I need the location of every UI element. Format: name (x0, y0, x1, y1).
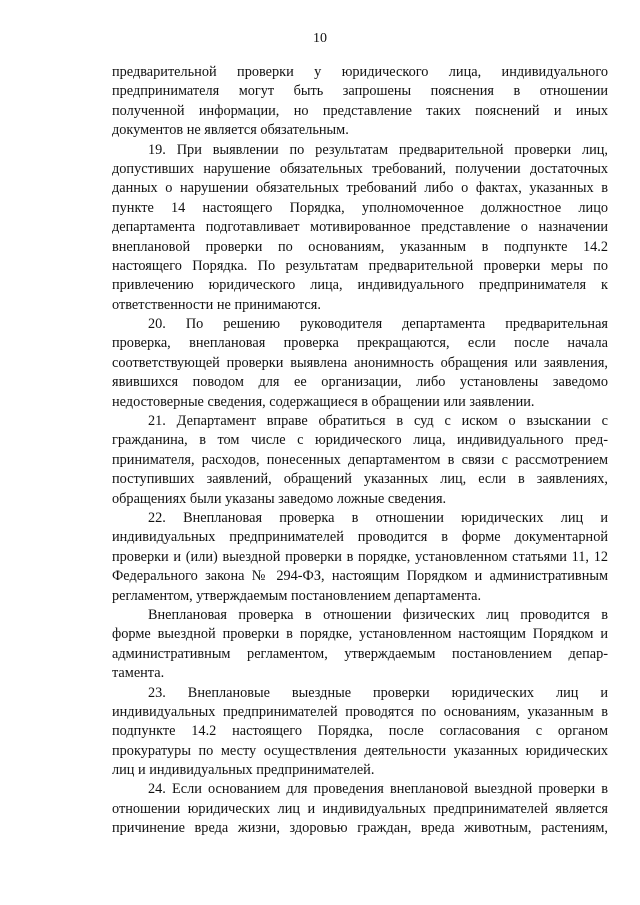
text-line: отношении юридических лиц и индивидуальных предпринимателей является (112, 800, 608, 817)
text-line: тамента. (112, 665, 165, 682)
text-line: ответственности не принимаются. (112, 296, 321, 313)
paragraph-cont (112, 63, 608, 141)
text-line: 22. Внеплановая проверка в отношении юридических лиц и (148, 509, 608, 526)
text-line: 24. Если основанием для проведения внеплановой выездной проверки в (148, 781, 608, 798)
text-line: 21. Департамент вправе обратиться в суд с иском о взыскании с (148, 413, 608, 430)
text-line: настоящего Порядка. По результатам предварительной проверки меры по (112, 257, 608, 274)
text-line: привлечению юридического лица, индивидуального предпринимателя к (112, 277, 608, 294)
text-line: соответствующей проверки выявлена анонимность обращения или заявления, (112, 354, 608, 371)
paragraph-p23 (112, 684, 608, 781)
document-body (112, 63, 608, 839)
text-line: пункте 14 настоящего Порядка, уполномоченное должностное лицо (112, 199, 608, 216)
text-line: административным регламентом, утверждаемым постановлением депар- (112, 645, 608, 662)
text-line: обращениях были указаны заведомо ложные сведения. (112, 490, 447, 507)
text-line: департамента подготавливает мотивированное представление о назначении (112, 219, 608, 236)
paragraph-p24 (112, 780, 608, 838)
text-line: Федерального закона № 294-ФЗ, настоящим Порядком и административным (112, 568, 608, 585)
text-line: предварительной проверки у юридического лица, индивидуального (112, 64, 608, 80)
paragraph-p20 (112, 315, 608, 412)
text-line: предпринимателя могут быть запрошены пояснения в отношении (112, 83, 608, 100)
text-line: индивидуальных предпринимателей проводятся по основаниям, указанным в (112, 703, 608, 720)
text-line: данных о нарушении обязательных требований либо о фактах, указанных в (112, 180, 608, 197)
text-line: полученной информации, но представление таких пояснений и иных (112, 102, 608, 119)
text-line: прокуратуры по месту осуществления деятельности указанных юридических (112, 742, 608, 759)
text-line: документов не является обязательным. (112, 122, 349, 139)
text-line: поступивших заявлений, обращений указанных лиц, если в заявлениях, (112, 471, 608, 488)
text-line: принимателя, расходов, понесенных департаментом в связи с рассмотрением (112, 451, 608, 468)
page-number: 10 (313, 31, 327, 46)
text-line: подпункте 14.2 настоящего Порядка, после согласования с органом (112, 723, 608, 740)
text-line: Внеплановая проверка в отношении физических лиц проводится в (148, 606, 608, 623)
paragraph-p19 (112, 141, 608, 316)
text-line: явившихся поводом для ее организации, либо установлены заведомо (112, 374, 608, 391)
text-line: индивидуальных предпринимателей проводится в форме документарной (112, 529, 608, 546)
text-line: проверка, внеплановая проверка прекращаются, если после начала (112, 335, 608, 352)
text-line: регламентом, утверждаемым постановлением департамента. (112, 587, 482, 604)
text-line: внеплановой проверки по основаниям, указанным в подпункте 14.2 (112, 238, 608, 255)
text-line: причинение вреда жизни, здоровью граждан, вреда животным, растениям, (112, 820, 608, 837)
text-line: 23. Внеплановые выездные проверки юридических лиц и (148, 684, 608, 701)
text-line: допустивших нарушение обязательных требований, получении достаточных (112, 160, 608, 177)
text-line: гражданина, в том числе с юридического лица, индивидуального пред- (112, 432, 608, 449)
paragraph-p22 (112, 509, 608, 606)
paragraph-p21 (112, 412, 608, 509)
text-line: недостоверные сведения, содержащиеся в обращении или заявлении. (112, 393, 535, 410)
text-line: 20. По решению руководителя департамента предварительная (148, 316, 608, 333)
text-line: лиц и индивидуальных предпринимателей. (112, 762, 375, 779)
text-line: форме выездной проверки в порядке, установленном настоящим Порядком и (112, 626, 608, 643)
paragraph-p22b (112, 606, 608, 684)
text-line: проверки и (или) выездной проверки в порядке, установленном статьями 11, 12 (112, 548, 608, 565)
text-line: 19. При выявлении по результатам предварительной проверки лиц, (148, 141, 608, 158)
